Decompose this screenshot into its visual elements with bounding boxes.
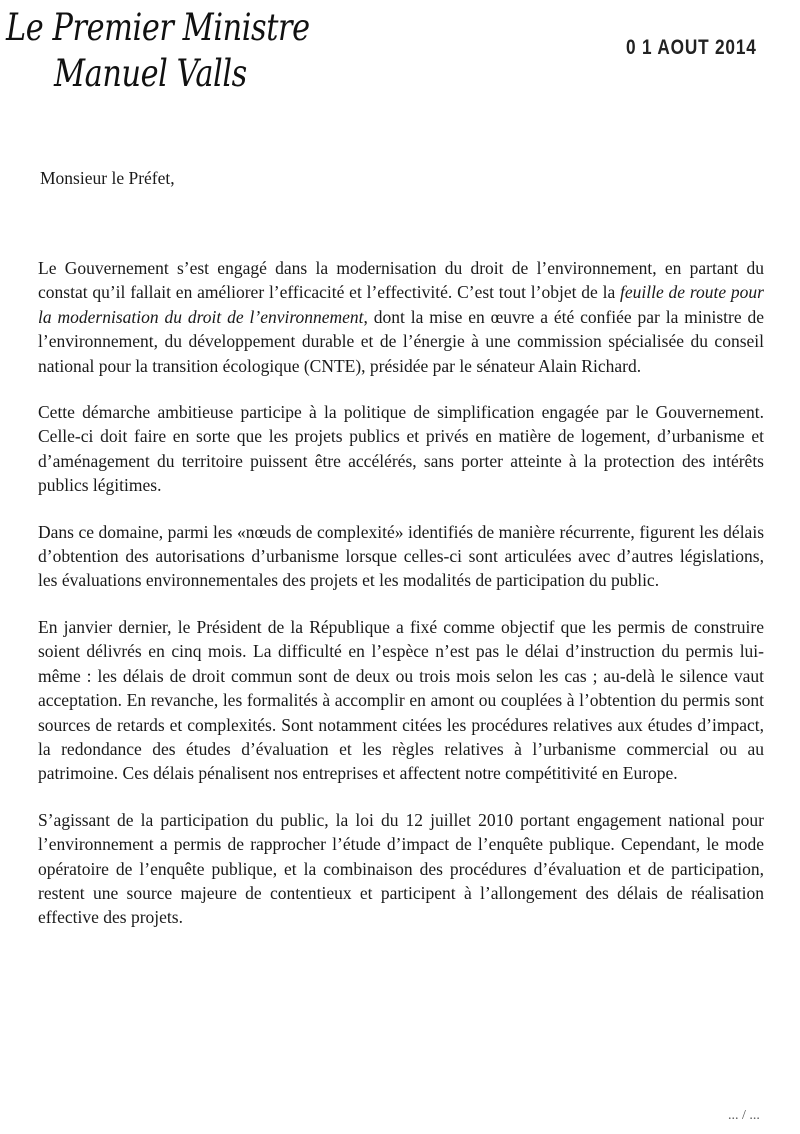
letter-body bbox=[38, 256, 764, 930]
paragraph-5: S’agissant de la participation du public, la loi du 12 juillet 2010 portant engagement national pour l’environnement a permis de rapprocher l’étude d’impact de l’enquête publique. Cependant, le mode opératoire de l’enquête publique, et la combinaison des procédures d’évaluation et de participation, restent une source majeure de contentieux et participent à l’allongement des délais de réalisation effective des projets. bbox=[38, 809, 764, 928]
paragraph-1-italic-title: feuille de route pour la modernisation du droit de l’environnement bbox=[38, 282, 764, 327]
paragraph-4: En janvier dernier, le Président de la République a fixé comme objectif que les permis de construire soient délivrés en cinq mois. La difficulté en l’espèce n’est pas le délai d’instruction du permis lui-même : les délais de droit commun sont de deux ou trois mois selon les cas ; au-delà le silence vaut acceptation. En revanche, les formalités à accomplir en amont ou couplées à l’obtention du permis sont sources de retards et complexités. Sont notamment citées les procédures relatives aux études d’impact, la redondance des études d’évaluation et les règles relatives à l’urbanisme commercial ou au patrimoine. Ces délais pénalisent nos entreprises et affectent notre compétitivité en Europe. bbox=[38, 616, 764, 784]
letterhead-signature bbox=[6, 2, 336, 102]
date-stamp: 0 1 AOUT 2014 bbox=[626, 36, 757, 59]
letterhead-title: Le Premier Ministre bbox=[6, 6, 310, 49]
paragraph-1-text-end: , dont la mise en œuvre a été confiée par la ministre de l’environnement, du développement durable et de l’énergie à une commission spécialisée du conseil national pour la transition écologique (CNTE), présidée par le sénateur Alain Richard. bbox=[38, 306, 764, 376]
paragraph-2: Cette démarche ambitieuse participe à la politique de simplification engagée par le Gouvernement. Celle-ci doit faire en sorte que les projets publics et privés en matière de logement, d’urbanisme et d’aménagement du territoire puissent être accélérés, sans porter atteinte à la protection des intérêts publics légitimes. bbox=[38, 402, 764, 496]
paragraph-1 bbox=[38, 256, 764, 378]
paragraph-1-text-start: Le Gouvernement s’est engagé dans la modernisation du droit de l’environnement, en partant du constat qu’il fallait en améliorer l’efficacité et l’effectivité. C’est tout l’objet de la bbox=[38, 258, 764, 303]
page-continuation-mark: ... / ... bbox=[728, 1108, 760, 1123]
paragraph-3: Dans ce domaine, parmi les «nœuds de complexité» identifiés de manière récurrente, figurent les délais d’obtention des autorisations d’urbanisme lorsque celles-ci sont articulées avec d’autres législations, les évaluations environnementales des projets et les modalités de participation du public. bbox=[38, 521, 764, 591]
salutation: Monsieur le Préfet, bbox=[40, 168, 175, 188]
letterhead-name: Manuel Valls bbox=[54, 52, 247, 95]
